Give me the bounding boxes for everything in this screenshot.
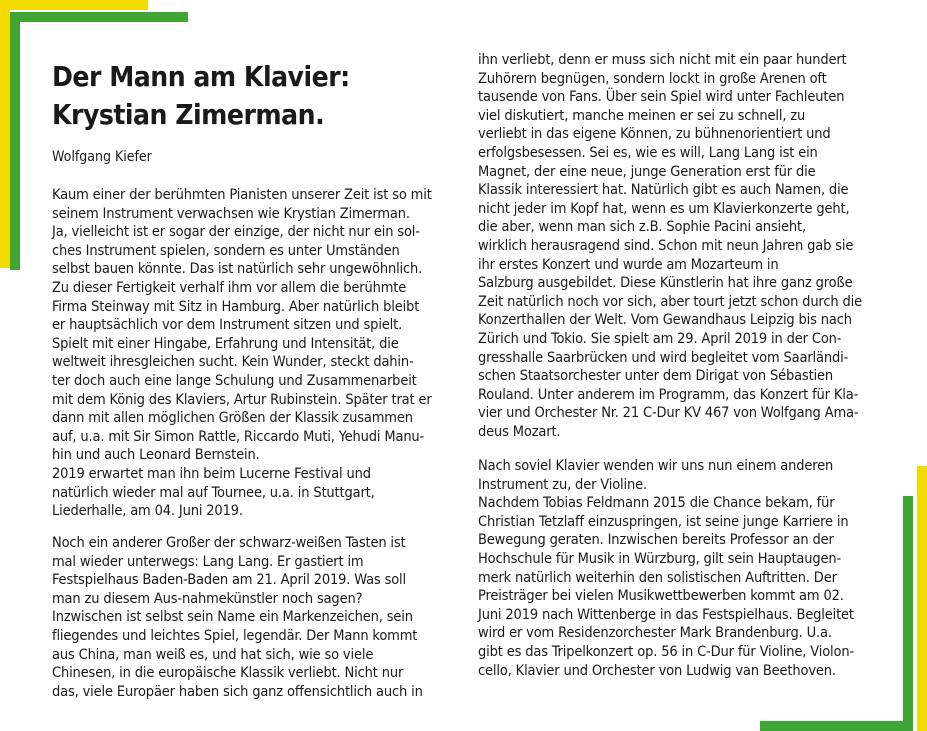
paragraph-feldmann: Nach soviel Klavier wenden wir uns nun einem anderen Instrument zu, der Violine. Nachdem Tobias Feldmann 2015 die Chance bekam, für Christian Tetzlaff einzuspringen, ist seine junge Karriere in Bewegung geraten. Inzwischen bereits Professor an der Hochschule für Musik in Würzburg, gilt sein Hauptaugen- merk natürlich weiterhin den solistischen Auftritten. Der Preisträger bei vielen Musikwettbewerben kommt am 02. Juni 2019 nach Wittenberge in das Festspielhaus. Begleitet wird er vom Residenzorchester Mark Brandenburg. U.a. gibt es das Tripelkonzert op. 56 in C-Dur für Violine, Violon- cello, Klavier und Orchester von Ludwig van Beethoven.	[478, 458, 855, 679]
green-corner-bar-right	[903, 496, 913, 731]
article-author: Wolfgang Kiefer	[52, 149, 152, 165]
paragraph-lang-lang-continued: ihn verliebt, denn er muss sich nicht mit ein paar hundert Zuhörern begnügen, sondern lockt in große Arenen oft tausende von Fans. Über sein Spiel wird unter Fachleuten viel diskutiert, manche meinen er sei zu schnell, zu verliebt in das eigene Können, zu bühnenorientiert und erfolgsbesessen. Sei es, wie es will, Lang Lang ist ein Magnet, der eine neue, junge Generation erst für die Klassik interessiert hat. Natürlich gibt es auch Namen, die nicht jeder im Kopf hat, wenn es um Klavierkonzerte geht, die aber, wenn man sich z.B. Sophie Pacini ansieht, wirklich herausragend sind. Schon mit neun Jahren gab sie ihr erstes Konzert und wurde am Mozarteum in Salzburg ausgebildet. Diese Künstlerin hat ihre ganz große Zeit natürlich noch vor sich, aber tourt jetzt schon durch die Konzerthallen der Welt. Vom Gewandhaus Leipzig bis nach Zürich und Tokio. Sie spielt am 29. April 2019 in der Con- gresshalle Saarbrücken und wird begleitet vom Saarländi- schen Staatsorchester unter dem Dirigat von Sébastien Rouland. Unter anderem im Programm, das Konzert für Kla- vier und Orchester Nr. 21 C-Dur KV 467 von Wolfgang Ama- deus Mozart.	[478, 52, 862, 440]
yellow-corner-bar-top	[0, 0, 148, 10]
paragraph-zimerman: Kaum einer der berühmten Pianisten unserer Zeit ist so mit seinem Instrument verwachsen wie Krystian Zimerman. Ja, vielleicht ist er sogar der einzige, der nicht nur ein sol- ches Instrument spielen, sondern es unter Umständen selbst bauen könnte. Das ist natürlich sehr ungewöhnlich. Zu dieser Fertigkeit verhalf ihm vor allem die berühmte Firma Steinway mit Sitz in Hamburg. Aber natürlich bleibt er hauptsächlich vor dem Instrument sitzen und spielt. Spielt mit einer Hingabe, Erfahrung und Intensität, die weltweit ihresgleichen sucht. Kein Wunder, steckt dahin- ter doch auch eine lange Schulung und Zusammenarbeit mit dem König des Klaviers, Artur Rubinstein. Später trat er dann mit allen möglichen Größen der Klassik zusammen auf, u.a. mit Sir Simon Rattle, Riccardo Muti, Yehudi Manu- hin und auch Leonard Bernstein. 2019 erwartet man ihn beim Lucerne Festival und natürlich wieder mal auf Tournee, u.a. in Stuttgart, Liederhalle, am 04. Juni 2019.	[52, 187, 432, 520]
article-title	[52, 58, 452, 134]
yellow-corner-bar-left	[0, 0, 10, 268]
green-corner-bar-left	[10, 12, 20, 270]
paragraph-lang-lang: Noch ein anderer Großer der schwarz-weißen Tasten ist mal wieder unterwegs: Lang Lang. Er gastiert im Festspielhaus Baden-Baden am 21. April 2019. Was soll man zu diesem Aus-nahmekünstler noch sagen? Inzwischen ist selbst sein Name ein Markenzeichen, sein fliegendes und leichtes Spiel, legendär. Der Mann kommt aus China, man weiß es, und hat sich, wie so viele Chinesen, in die europäische Klassik verliebt. Nicht nur das, viele Europäer haben sich ganz offensichtlich auch in	[52, 535, 423, 700]
green-corner-bar-bottom	[760, 721, 913, 731]
article-title-line-2: Krystian Zimerman.	[52, 98, 325, 131]
article-title-line-1: Der Mann am Klavier:	[52, 60, 350, 93]
yellow-corner-bar-right	[917, 466, 927, 731]
green-corner-bar-top	[10, 12, 188, 22]
